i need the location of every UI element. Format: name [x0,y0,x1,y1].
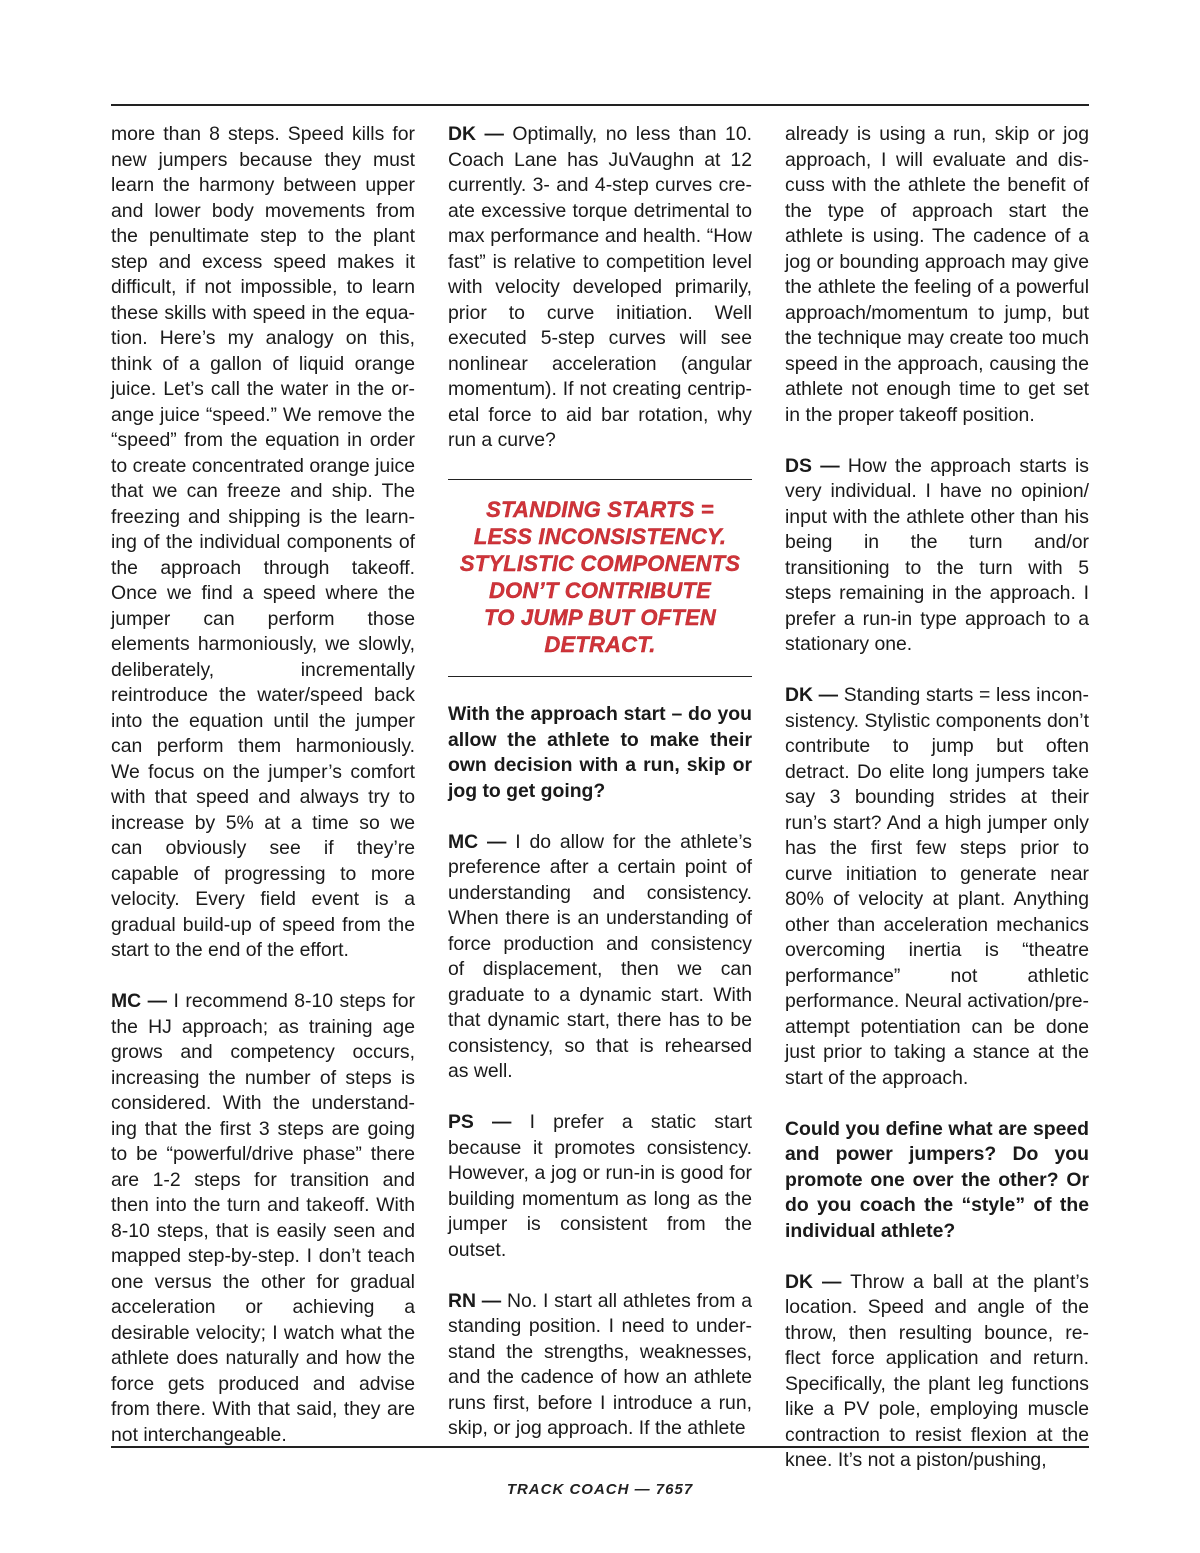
pull-quote-line: DON’T CONTRIBUTE [489,578,711,603]
answer-text: I prefer a static start because it promotes consistency. However, a jog or run-in is good for building momentum as long as the jumper is consistent from the outset. [448,1111,752,1261]
top-rule [111,104,1089,106]
speaker-label: DK — [785,1270,842,1293]
answer-text: Standing starts = less inconsistency. Stylistic components don’t contribute to jump but often detract. Do elite long jumpers take say 3 bounding strides at their run’s start? And a high jumper only has the first few steps prior to curve initiation to generate near 80% of velocity at plant. Anything other than acceleration mechanics overcoming inertia is “theatre performance” not athletic performance. Neural activation/pre-attempt potentiation can be done just prior to taking a stance at the start of the approach. [785,684,1089,1089]
answer-text: I do allow for the athlete’s preference after a certain point of understanding and consistency. When there is an understanding of force production and consistency of displacement, then we can graduate to a dynamic start. With that dynamic start, there has to be consistency, so that is rehearsed as well. [448,830,752,1082]
question-approach-start: With the approach start – do you allow the athlete to make their own decision with a run, skip or jog to get going? [448,703,752,802]
answer-text: Throw a ball at the plant’s location. Speed and angle of the throw, then resulting bounce, reflect force application and return. Specifically, the plant leg functions like a PV pole, employing muscle contraction to resist flexion at the knee. It’s not a piston/pushing, [785,1270,1089,1471]
pull-quote-line: STANDING STARTS = [486,497,714,522]
answer-text: No. I start all athletes from a standing position. I need to understand the strengths, weaknesses, and the cadence of how an athlete runs first, before I introduce a run, skip, or jog approach. If the athlete [448,1289,752,1439]
speaker-label: DK — [785,684,839,706]
bottom-rule [111,1446,1089,1448]
answer-dk-power [785,1270,1089,1474]
question-speed-power: Could you define what are speed and power jumpers? Do you promote one over the other? Or do you coach the “style” of the individual athlete? [785,1117,1089,1242]
paragraph-col1-continuation: more than 8 steps. Speed kills for new jumpers because they must learn the harmony between upper and lower body movements from the penultimate step to the plant step and excess speed makes it difficult, if not impossible, to learn these skills with speed in the equation. Here’s my analogy on this, think of a gallon of liquid orange juice. Let’s call the water in the orange juice “speed.” We remove the “speed” from the equation in order to create concentrated orange juice that we can freeze and ship. The freezing and shipping is the learning of the individual components of the approach through takeoff. Once we find a speed where the jumper can perform those elements harmoniously, we slowly, deliberately, incrementally reintroduce the water/speed back into the equation until the jumper can perform them harmoniously. We focus on the jumper’s comfort with that speed and always try to increase by 5% at a time so we can obviously see if they’re capable of progressing to more velocity. Every field event is a gradual build-up of speed from the start to the end of the effort. [111,123,415,961]
speaker-label: DS — [785,454,840,477]
answer-mc-steps [111,989,415,1448]
column-1 [111,122,415,1448]
answer-text: Optimally, no less than 10. Coach Lane has JuVaughn at 12 currently. 3- and 4-step curves create excessive torque detrimental to max performance and health. “How fast” is relative to competition level with velocity developed primarily, prior to curve initiation. Well executed 5-step curves will see nonlinear acceleration (angular momentum). If not creating centripetal force to aid bar rotation, why run a curve? [448,123,752,451]
paragraph-col3-continuation: already is using a run, skip or jog approach, I will evaluate and discuss with the athlete the benefit of the type of approach start the athlete is using. The cadence of a jog or bounding approach may give the athlete the feeling of a powerful approach/momentum to jump, but the technique may create too much speed in the approach, causing the athlete not enough time to get set in the proper takeoff position. [785,123,1089,426]
answer-dk-steps [448,122,752,454]
speaker-label: DK — [448,123,504,145]
speaker-label: MC — [111,990,168,1012]
answer-ds-start [785,454,1089,658]
speaker-label: MC — [448,830,507,853]
answer-rn-start [448,1289,752,1442]
pull-quote-line: LESS INCONSISTENCY. [473,524,727,549]
pull-quote-line: STYLISTIC COMPONENTS [459,551,741,576]
pull-quote [448,479,752,677]
speaker-label: PS — [448,1111,512,1133]
answer-text: How the approach starts is very individual. I have no opinion/ input with the athlete other than his being in the turn and/or transitioning to the turn with 5 steps remaining in the approach. I prefer a run-in type approach to a stationary one. [785,454,1090,655]
answer-mc-start [448,830,752,1085]
pull-quote-line: DETRACT. [544,632,656,657]
answer-text: I recommend 8-10 steps for the HJ approach; as training age grows and competency occurs, increasing the number of steps is considered. With the understanding that the first 3 steps are going to be “powerful/drive phase” there are 1-2 steps for transition and then into the turn and takeoff. With 8-10 steps, that is easily seen and mapped step-by-step. I don’t teach one versus the other for gradual acceleration or achieving a desirable velocity; I watch what the athlete does naturally and how the force gets produced and advise from there. With that said, they are not interchangeable. [111,990,415,1446]
answer-ps-start [448,1110,752,1263]
answer-dk-start [785,683,1089,1091]
pull-quote-line: TO JUMP BUT OFTEN [484,605,716,630]
column-2 [448,122,752,1442]
column-3 [785,122,1089,1474]
speaker-label: RN — [448,1289,502,1312]
page-footer: TRACK COACH — 7657 [506,1481,694,1498]
